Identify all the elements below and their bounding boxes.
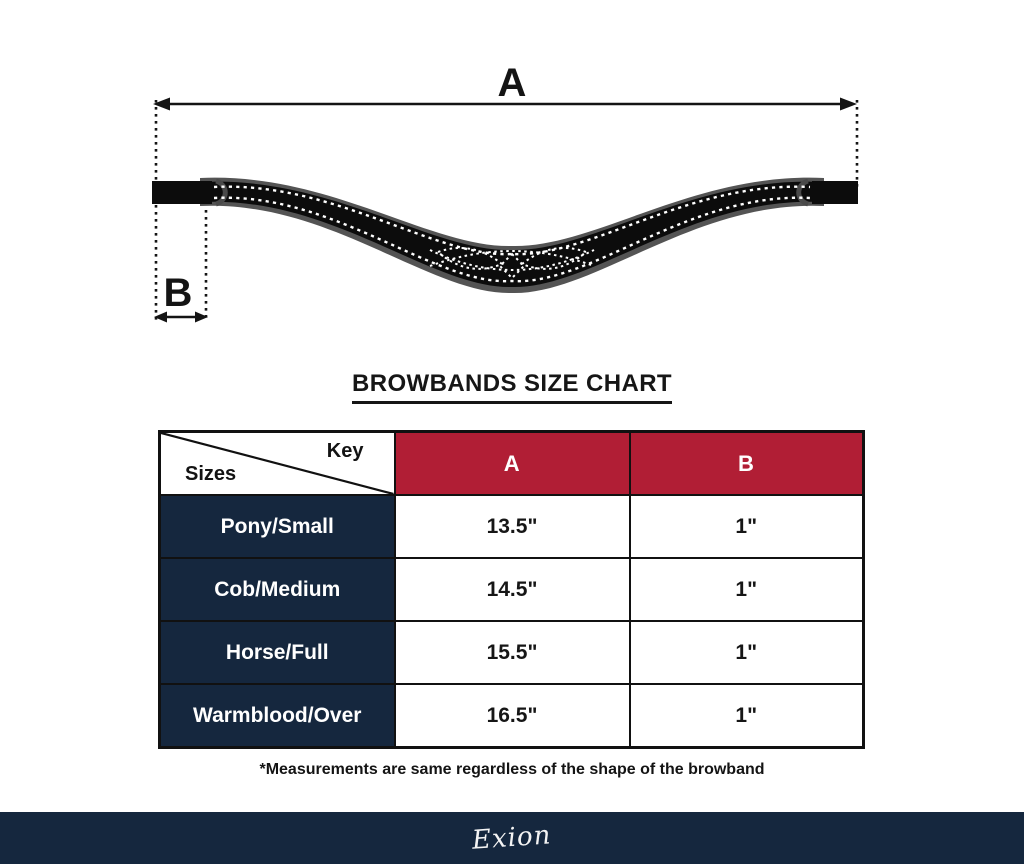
value-b: 1" [630, 495, 864, 558]
value-b: 1" [630, 621, 864, 684]
table-row [160, 621, 864, 684]
corner-label-key: Key [326, 440, 364, 462]
dimension-b [154, 210, 208, 323]
value-a: 13.5" [395, 495, 630, 558]
value-a: 15.5" [395, 621, 630, 684]
value-a: 14.5" [395, 558, 630, 621]
page-title: BROWBANDS SIZE CHART [352, 370, 672, 404]
column-header-b: B [630, 432, 864, 496]
footer-bar [0, 812, 1024, 864]
browband-end-tab-left [152, 181, 212, 204]
brand-logo: Exion [471, 820, 553, 856]
footnote: *Measurements are same regardless of the shape of the browband [259, 761, 765, 778]
value-b: 1" [630, 558, 864, 621]
size-label: Warmblood/Over [160, 684, 395, 748]
table-row [160, 558, 864, 621]
browband-leather-band [203, 182, 821, 287]
table-row [160, 684, 864, 748]
column-header-a: A [395, 432, 630, 496]
size-label: Pony/Small [160, 495, 395, 558]
header-row [160, 432, 864, 496]
value-b: 1" [630, 684, 864, 748]
dimension-a-label: A [497, 61, 527, 105]
table-row [160, 495, 864, 558]
size-label: Horse/Full [160, 621, 395, 684]
browband-diagram [0, 0, 1024, 352]
browband-illustration [152, 178, 858, 293]
corner-cell [160, 432, 395, 496]
size-table [158, 430, 865, 749]
browband-end-tab-right [812, 181, 858, 204]
title-row [0, 362, 1024, 404]
dimension-b-arrowhead-right [195, 312, 208, 323]
dimension-b-label: B [163, 271, 193, 315]
value-a: 16.5" [395, 684, 630, 748]
dimension-a-arrowhead-right [840, 98, 857, 111]
size-label: Cob/Medium [160, 558, 395, 621]
corner-label-sizes: Sizes [185, 463, 237, 485]
